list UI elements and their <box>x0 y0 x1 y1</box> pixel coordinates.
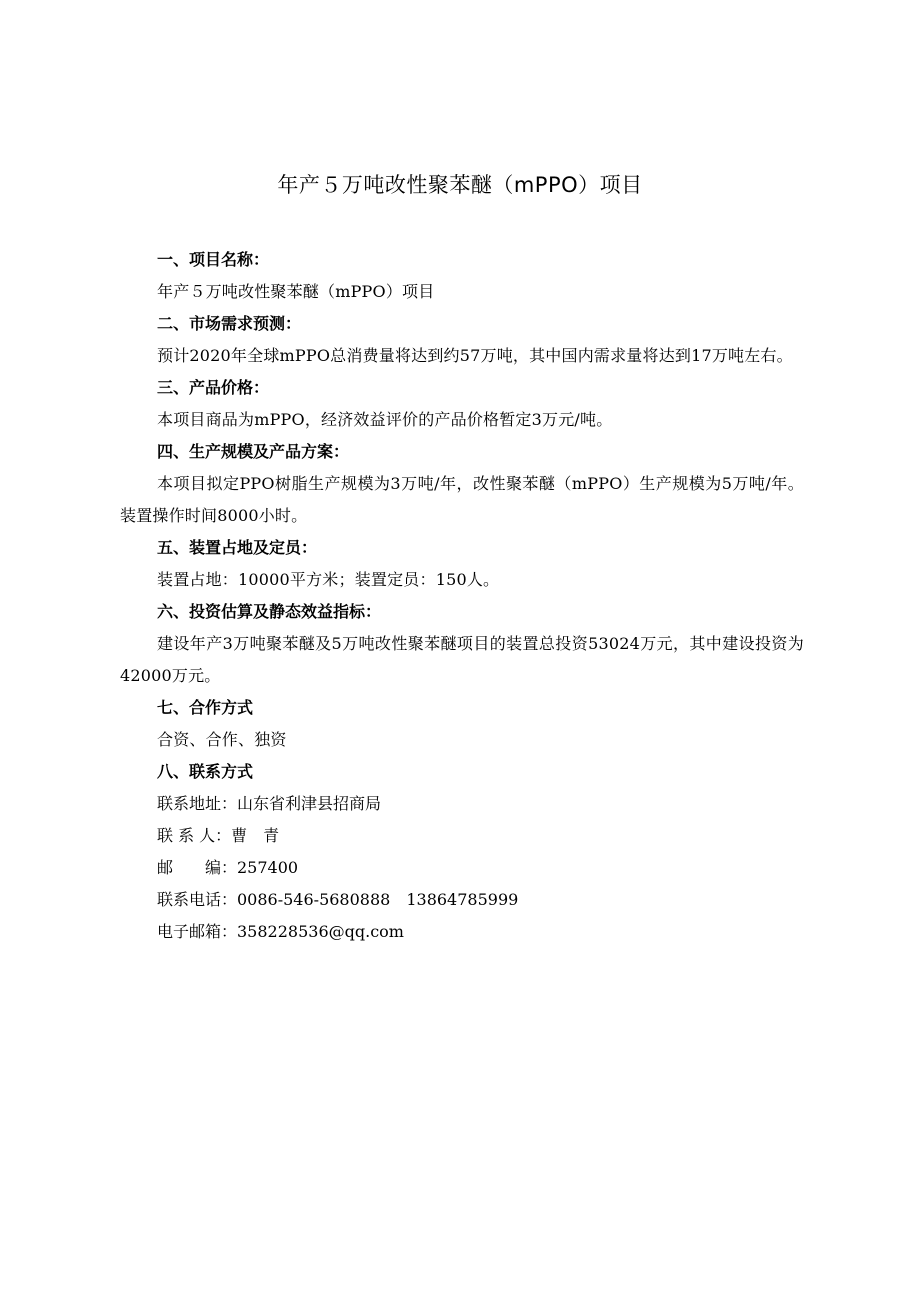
section-body-project-name: 年产５万吨改性聚苯醚（mPPO）项目 <box>157 282 435 301</box>
contact-postcode: 邮 编：257400 <box>157 858 299 877</box>
contact-person: 联 系 人：曹 青 <box>157 826 280 845</box>
contact-address: 联系地址：山东省利津县招商局 <box>157 794 382 813</box>
document-title: 年产５万吨改性聚苯醚（mPPO）项目 <box>277 173 643 197</box>
section-body-cooperation: 合资、合作、独资 <box>157 730 287 749</box>
section-body-land-staff: 装置占地：10000平方米；装置定员：150人。 <box>157 570 500 589</box>
section-heading-production-scale: 四、生产规模及产品方案： <box>157 442 350 461</box>
section-body-market-forecast: 预计2020年全球mPPO总消费量将达到约57万吨，其中国内需求量将达到17万吨左右。 <box>157 346 793 365</box>
section-body-investment: 建设年产3万吨聚苯醚及5万吨改性聚苯醚项目的装置总投资53024万元，其中建设投资为42000万元。 <box>120 634 804 685</box>
section-body-product-price: 本项目商品为mPPO，经济效益评价的产品价格暂定3万元/吨。 <box>157 410 613 429</box>
section-heading-project-name: 一、项目名称： <box>157 250 270 269</box>
document-body <box>120 244 804 948</box>
section-heading-investment: 六、投资估算及静态效益指标： <box>157 602 382 621</box>
section-heading-cooperation: 七、合作方式 <box>157 698 254 717</box>
section-heading-market-forecast: 二、市场需求预测： <box>157 314 302 333</box>
section-heading-product-price: 三、产品价格： <box>157 378 270 397</box>
contact-email: 电子邮箱：358228536@qq.com <box>157 922 404 941</box>
section-heading-land-staff: 五、装置占地及定员： <box>157 538 318 557</box>
section-heading-contact: 八、联系方式 <box>157 762 254 781</box>
contact-phone: 联系电话：0086-546-5680888 13864785999 <box>157 890 519 909</box>
section-body-production-scale: 本项目拟定PPO树脂生产规模为3万吨/年，改性聚苯醚（mPPO）生产规模为5万吨/年。装置操作时间8000小时。 <box>120 474 804 525</box>
